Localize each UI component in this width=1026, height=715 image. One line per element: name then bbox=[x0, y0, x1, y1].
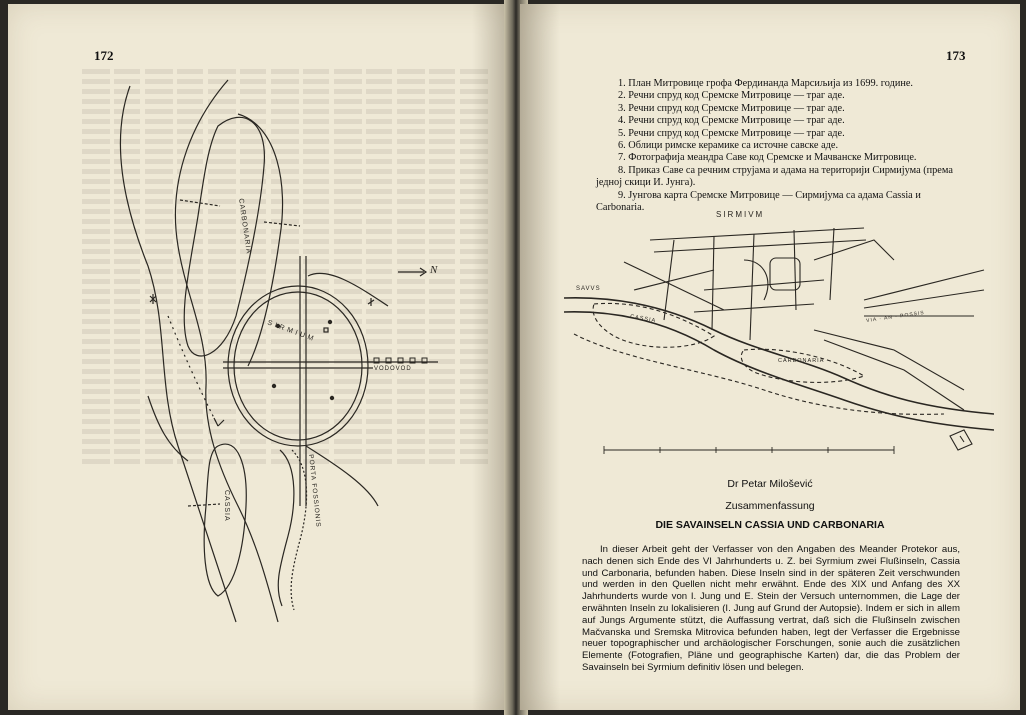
caption-8: 8. Приказ Саве са речним струјама и адама на територији Сирмијума (према једној скици И. Јунга). bbox=[596, 164, 953, 189]
caption-9: 9. Јунгова карта Сремске Митровице — Сирмијума са адама Cassia и Carbonaria. bbox=[596, 189, 921, 214]
map-label-carbonaria: CARBONARIA bbox=[237, 198, 252, 255]
map-label-sirmium: SIRMIUM bbox=[266, 319, 317, 344]
caption-5: 5. Речни спруд код Сремске Митровице — траг аде. bbox=[618, 127, 845, 139]
sirmium-circle bbox=[228, 286, 368, 446]
caption-6: 6. Облици римске керамике са источне савске аде. bbox=[618, 140, 839, 152]
summary-paragraph: In dieser Arbeit geht der Verfasser von den Angaben des Meander Protekor aus, nach denen sich Ende des VI Jahrhunderts u. Z. bei Syrmium zwei Flußinseln, Cassia und Carbonaria, befunden haben. Diese Inseln sind in der späteren Zeit verschwunden und werden in den Quellen nicht mehr erwähnt. Ende des XIX und Anfang des XX Jahrhunderts wurde von I. Jung und E. Stein der Versuch unternommen, die Lage der erwähnten Inseln zu lokalisieren (I. Jung auf Grund der Autopsie). Indem er sich in allem auf Jungs Argumente stützt, die Auffassung vertrat, daß sich die Flußinseln zwischen Mačvanska und Sremska Mitrovica befunden haben, legt der Verfasser die Ergebnisse neuer topographischer und archäologischer Forschungen, sonie auch die zusätzlichen Elemente (Fotografien, Pläne und geographische Karten) dar, die das Problem der Savainseln bei Syrmium definitiv lösen und belegen. bbox=[582, 544, 960, 673]
page-number-right: 173 bbox=[946, 48, 966, 63]
carbonaria-dashed bbox=[741, 349, 864, 382]
savus-river bbox=[564, 298, 994, 414]
map-label-porta-fossionis: PORTA FOSSIONIS bbox=[307, 454, 322, 528]
caption-2: 2. Речни спруд код Сремске Митровице — траг аде. bbox=[618, 90, 845, 102]
map-label-north: N bbox=[430, 264, 438, 276]
map-label-cassia-right: CASSIA bbox=[629, 313, 657, 325]
jung-map-sirmium bbox=[564, 200, 994, 470]
marsigli-style-plan-map bbox=[68, 66, 448, 626]
caption-1: 1. План Митровице грофа Фердинанда Марсиљија из 1699. године. bbox=[618, 78, 913, 89]
map-label-vodovod: VODOVOD bbox=[374, 366, 412, 372]
caption-3: 3. Речни спруд код Сремске Митровице — траг аде. bbox=[618, 102, 845, 114]
left-page bbox=[8, 4, 512, 710]
figure-captions bbox=[596, 78, 960, 214]
caption-4: 4. Речни спруд код Сремске Митровице — траг аде. bbox=[618, 115, 845, 127]
map-label-carbonaria-right: CARBONARIA bbox=[778, 358, 825, 364]
map-label-savvs: SAVVS bbox=[576, 286, 601, 292]
page-number-left: 172 bbox=[94, 48, 114, 63]
summary-heading: DIE SAVAINSELN CASSIA UND CARBONARIA bbox=[655, 519, 885, 531]
right-page bbox=[520, 4, 1020, 710]
map-label-sirmivm: SIRMIVM bbox=[716, 210, 765, 219]
author-name: Dr Petar Milošević bbox=[727, 478, 813, 490]
caption-7: 7. Фотографија меандра Саве код Сремске и Мачванске Митровице. bbox=[618, 152, 917, 164]
map-label-via: VIA · AN · POSSIS bbox=[865, 309, 926, 325]
section-title: Zusammenfassung bbox=[725, 500, 815, 512]
map-label-cassia: CASSIA bbox=[223, 490, 230, 522]
